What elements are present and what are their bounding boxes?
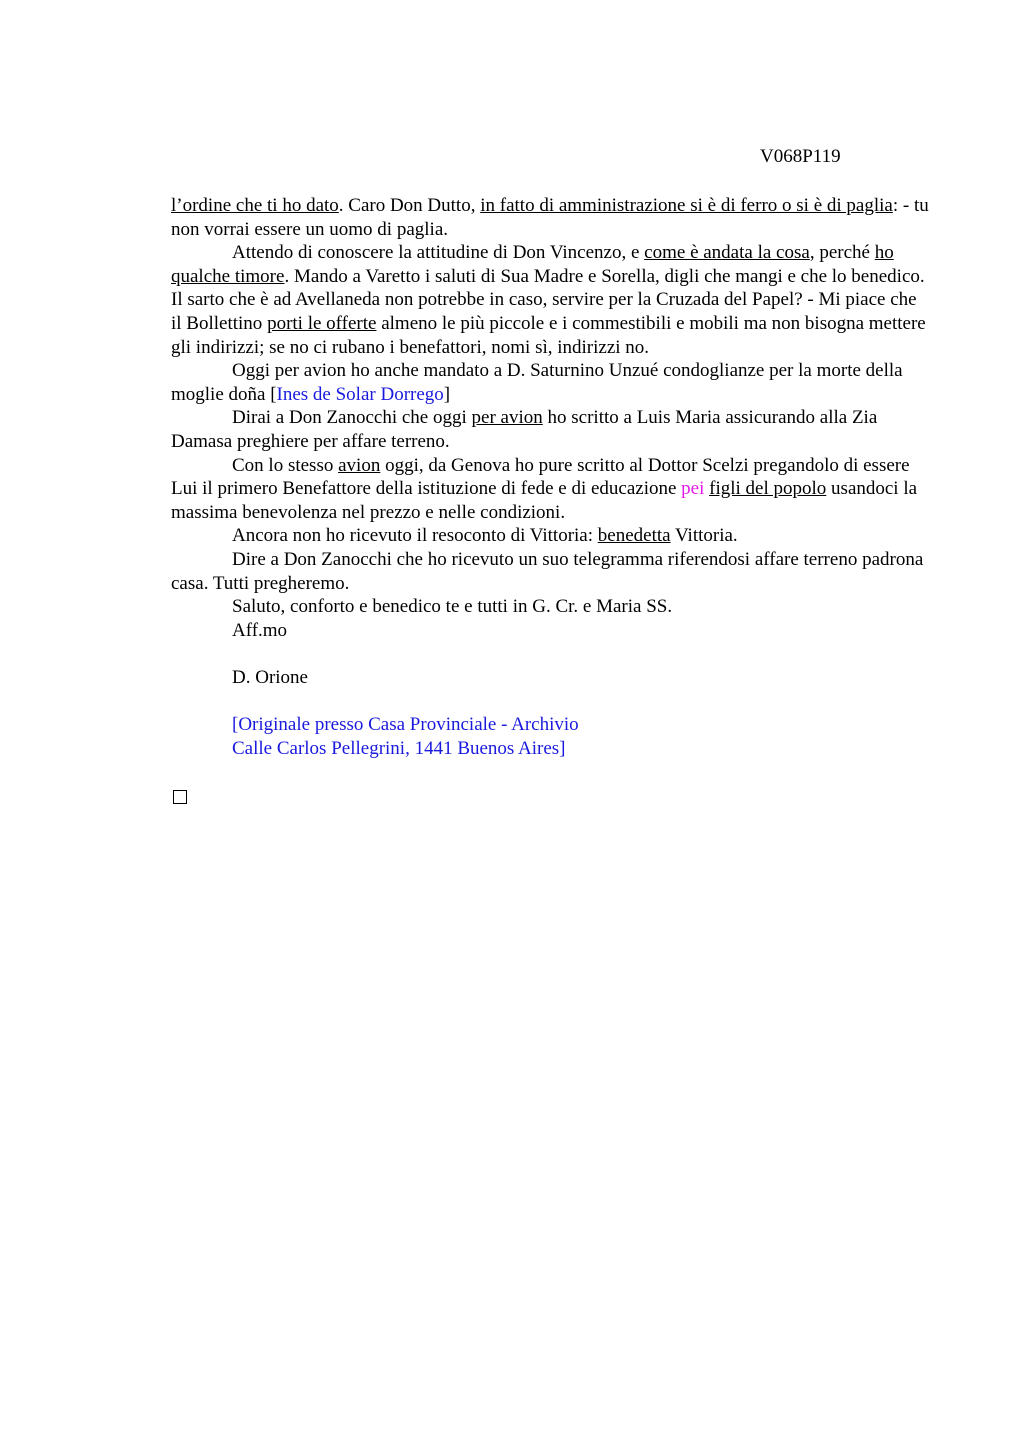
text-run: oggi, da Genova ho pure scritto al Dottor Scelzi pregandolo di essere Lui il primero Benefattore della istituzione di fede e di educazione [171, 454, 910, 500]
text-run: , perché [809, 242, 875, 264]
archive-note-line-1: [Originale presso Casa Provinciale - Archivio [232, 714, 579, 736]
text-run: Dire a Don Zanocchi che ho ricevuto un suo telegramma riferendosi affare terreno padrona casa. Tutti pregheremo. [171, 548, 924, 594]
underlined-text: l’ordine che ti ho dato [171, 195, 339, 216]
signature: D. Orione [232, 666, 308, 688]
paragraph-8 [171, 595, 931, 619]
paragraph-2 [171, 241, 931, 359]
spacer [171, 760, 931, 784]
highlighted-word: pei [681, 478, 705, 500]
paragraph-7 [171, 548, 931, 595]
underlined-text: avion [338, 454, 381, 476]
text-run: Vittoria. [670, 525, 738, 547]
square-marker-icon [173, 790, 187, 804]
text-run: : - tu non vorrai essere un uomo di paglia. [171, 195, 929, 240]
page-code: V068P119 [760, 146, 841, 167]
closing: Aff.mo [232, 619, 288, 641]
text-run: ] [443, 383, 451, 405]
text-run: . Caro Don Dutto, [338, 195, 481, 216]
underlined-text: come è andata la cosa [644, 242, 810, 264]
text-run: Oggi per avion ho anche mandato a D. Saturnino Unzué condoglianze per la morte della moglie doña [ [171, 360, 903, 405]
underlined-text: porti le offerte [267, 312, 377, 334]
editor-note-name: Ines de Solar Dorrego [276, 383, 444, 405]
text-run: Ancora non ho ricevuto il resoconto di Vittoria: [232, 525, 598, 547]
paragraph-1 [171, 194, 931, 241]
text-run: ho scritto a Luis Maria assicurando alla Zia Damasa preghiere per affare terreno. [171, 407, 878, 452]
text-run: Saluto, conforto e benedico te e tutti in G. Cr. e Maria SS. [232, 596, 673, 618]
underlined-text: per avion [471, 407, 543, 429]
text-run: Attendo di conoscere la attitudine di Don Vincenzo, e [232, 242, 645, 264]
text-run: usandoci la massima benevolenza nel prezzo e nelle condizioni. [171, 478, 918, 523]
spacer [171, 642, 931, 666]
end-marker [171, 784, 931, 811]
underlined-text: ho qualche timore [171, 242, 894, 287]
text-run: almeno le più piccole e i commestibili e mobili ma non bisogna mettere gli indirizzi; se no ci rubano i benefattori, nomi sì, indirizzi no. [171, 312, 926, 358]
archive-note-line-2: Calle Carlos Pellegrini, 1441 Buenos Aires] [232, 737, 566, 759]
text-run: . Mando a Varetto i saluti di Sua Madre e Sorella, digli che mangi e che lo benedico. Il sarto che è ad Avellaneda non potrebbe in caso, servire per la Cruzada del Papel? - Mi piace che il Bollettino [171, 265, 925, 334]
underlined-text: benedetta [597, 525, 671, 547]
text-run: Con lo stesso [232, 454, 339, 476]
letter-body [171, 194, 931, 810]
text-run: Dirai a Don Zanocchi che oggi [232, 407, 472, 429]
spacer [171, 689, 931, 713]
underlined-text: figli del popolo [709, 478, 827, 500]
paragraph-3 [171, 359, 931, 406]
paragraph-6 [171, 524, 931, 548]
paragraph-5 [171, 454, 931, 525]
paragraph-4 [171, 406, 931, 453]
underlined-text: in fatto di amministrazione si è di ferro o si è di paglia [480, 195, 893, 216]
